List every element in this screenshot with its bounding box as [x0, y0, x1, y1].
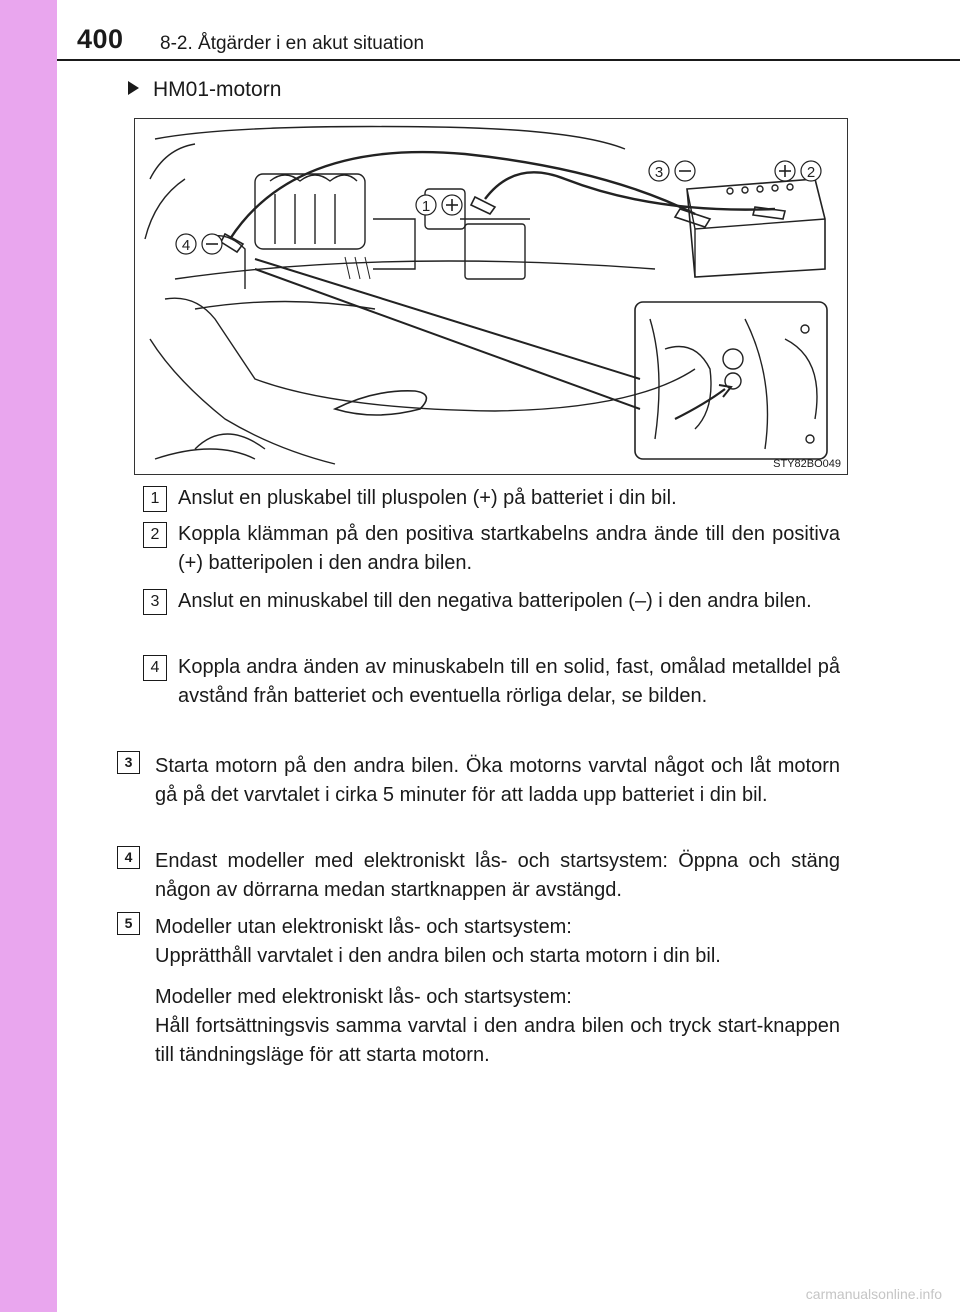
- watermark: carmanualsonline.info: [805, 1286, 942, 1302]
- substep-number: 1: [143, 486, 167, 512]
- step-text: Endast modeller med elektroniskt lås- och startsystem: Öppna och stäng någon av dörrarna medan startknappen är avstängd.: [155, 850, 840, 901]
- chapter-side-tab: [0, 0, 57, 1312]
- callout-layer: [135, 119, 847, 474]
- step-number: 5: [117, 912, 140, 935]
- callout-1: 1: [421, 198, 431, 215]
- step-text-line: Håll fortsättningsvis samma varvtal i den andra bilen och tryck start-knappen till tändningsläge för att starta motorn.: [155, 1015, 840, 1066]
- step-text-line: Modeller med elektroniskt lås- och startsystem:: [155, 986, 572, 1008]
- figure-code: STY82BO049: [773, 458, 841, 470]
- callout-4: 4: [181, 237, 191, 254]
- substep-number: 4: [143, 655, 167, 681]
- step-text: Starta motorn på den andra bilen. Öka motorns varvtal något och låt motorn gå på det varvtalet i cirka 5 minuter för att ladda upp batteriet i din bil.: [155, 755, 840, 806]
- substep-number: 3: [143, 589, 167, 615]
- page-number: 400: [77, 24, 124, 54]
- step-number: 4: [117, 846, 140, 869]
- callout-3: 3: [654, 164, 664, 181]
- substep-text: Koppla klämman på den positiva startkabelns andra ände till den positiva (+) batteripolen i den andra bilen.: [178, 523, 840, 574]
- section-heading: [128, 78, 281, 102]
- header-divider: [57, 59, 960, 61]
- substep-text: Anslut en pluskabel till pluspolen (+) på batteriet i din bil.: [178, 487, 677, 509]
- substep-text: Anslut en minuskabel till den negativa batteripolen (–) i den andra bilen.: [178, 590, 812, 612]
- section-title: HM01-motorn: [153, 78, 282, 101]
- step-text-line: Upprätthåll varvtalet i den andra bilen och starta motorn i din bil.: [155, 945, 721, 967]
- substep-number: 2: [143, 522, 167, 548]
- callout-2: 2: [806, 164, 816, 181]
- step-number: 3: [117, 751, 140, 774]
- triangle-bullet-icon: [128, 81, 139, 95]
- step-text-line: Modeller utan elektroniskt lås- och startsystem:: [155, 916, 572, 938]
- chapter-title: 8-2. Åtgärder i en akut situation: [160, 33, 425, 54]
- engine-illustration: [134, 118, 848, 475]
- substep-text: Koppla andra änden av minuskabeln till en solid, fast, omålad metalldel på avstånd från batteriet och eventuella rörliga delar, se bilden.: [178, 656, 840, 707]
